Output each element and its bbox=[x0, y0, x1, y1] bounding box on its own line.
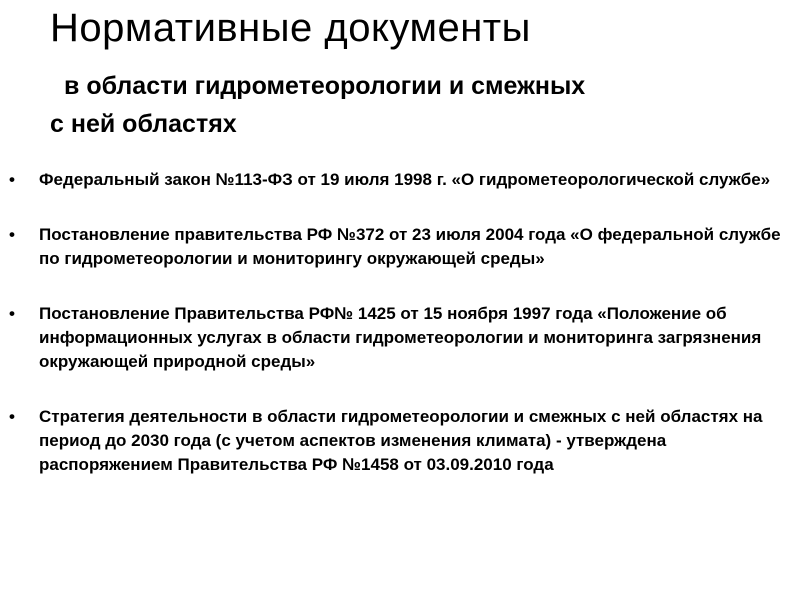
bullet-icon: • bbox=[9, 225, 15, 244]
slide-subtitle-line-2: с ней областях bbox=[50, 110, 237, 138]
document-list bbox=[0, 168, 800, 508]
bullet-icon: • bbox=[9, 304, 15, 323]
bullet-icon: • bbox=[9, 407, 15, 426]
document-list-item-1 bbox=[0, 168, 800, 192]
document-list-item-4 bbox=[0, 405, 800, 477]
document-item-text: Стратегия деятельности в области гидрометеорологии и смежных с ней областях на период до 2030 года (с учетом аспектов изменения климата) - утверждена распоряжением Правительства РФ №1458 от 03.09.2010 года bbox=[39, 407, 763, 474]
document-list-item-2 bbox=[0, 223, 800, 271]
document-item-text: Постановление Правительства РФ№ 1425 от 15 ноября 1997 года «Положение об информационных услугах в области гидрометеорологии и мониторинга загрязнения окружающей природной среды» bbox=[39, 304, 762, 371]
document-item-text: Федеральный закон №113-ФЗ от 19 июля 1998 г. «О гидрометеорологической службе» bbox=[39, 170, 771, 189]
document-item-text: Постановление правительства РФ №372 от 23 июля 2004 года «О федеральной службе по гидрометеорологии и мониторингу окружающей среды» bbox=[39, 225, 781, 268]
slide-subtitle-line-1: в области гидрометеорологии и смежных bbox=[64, 72, 586, 100]
slide-title: Нормативные документы bbox=[50, 6, 531, 50]
bullet-icon: • bbox=[9, 170, 15, 189]
document-list-item-3 bbox=[0, 302, 800, 374]
